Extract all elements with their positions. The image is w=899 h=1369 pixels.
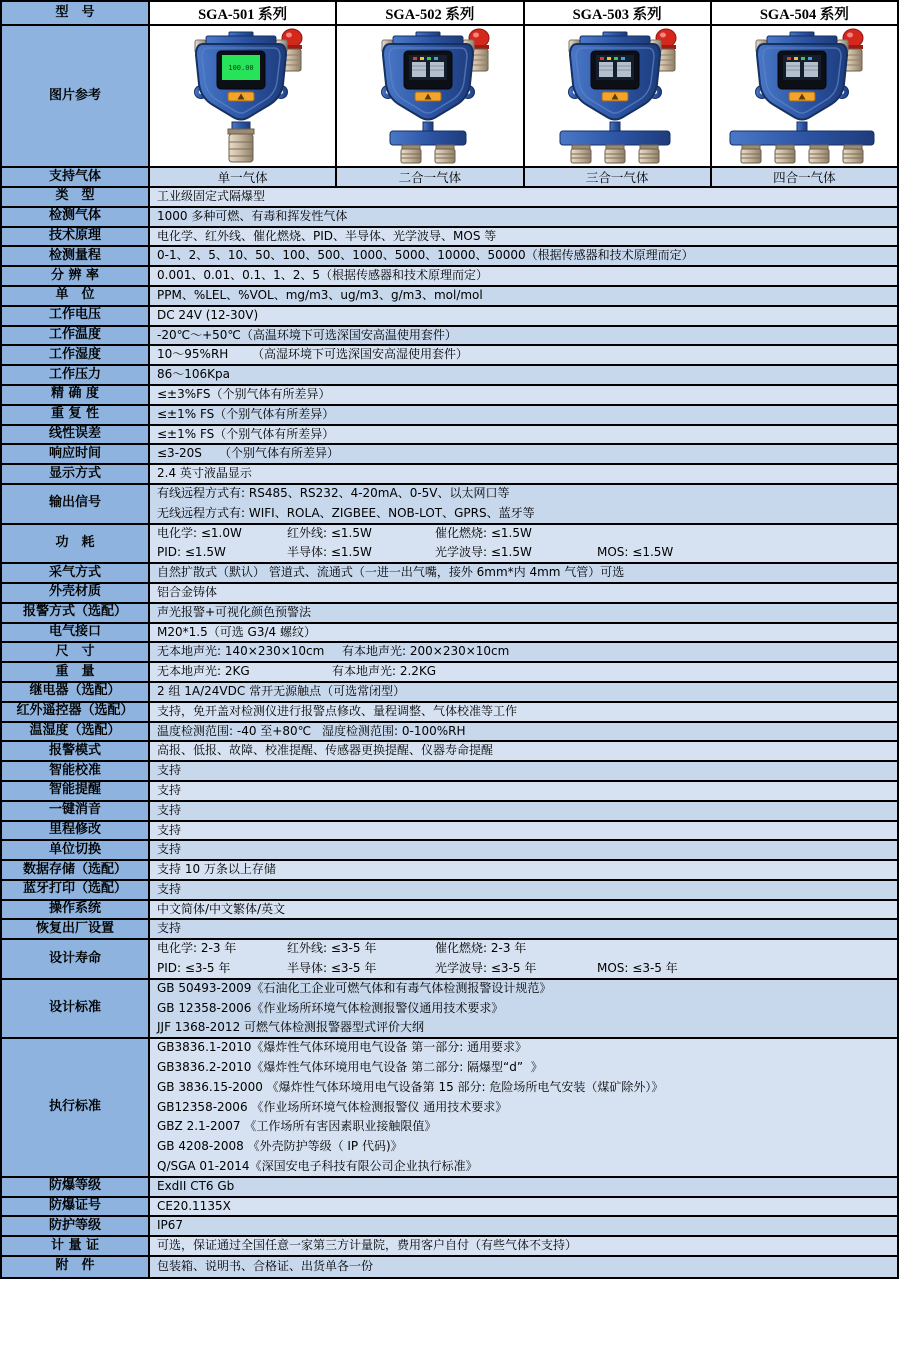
sensor-head bbox=[605, 145, 625, 163]
row-label: 红外遥控器（选配） bbox=[2, 703, 150, 721]
spec-row bbox=[2, 247, 897, 267]
spec-row bbox=[2, 1178, 897, 1198]
spec-row bbox=[2, 307, 897, 327]
spec-row bbox=[2, 406, 897, 426]
spec-value: 支持 10 万条以上存储 bbox=[157, 862, 276, 877]
row-value bbox=[150, 188, 897, 206]
row-label: 精 确 度 bbox=[2, 386, 150, 404]
spec-line bbox=[157, 1157, 897, 1177]
spec-row bbox=[2, 742, 897, 762]
spec-value: GB 3836.15-2000 《爆炸性气体环境用电气设备第 15 部分: 危险场所电气安装（煤矿除外）》 bbox=[157, 1079, 664, 1094]
detector-body bbox=[569, 32, 662, 120]
spec-value: 催化燃烧: 2-3 年 bbox=[435, 941, 527, 956]
row-label: 报警方式（选配） bbox=[2, 604, 150, 622]
row-value bbox=[150, 901, 897, 919]
row-value bbox=[150, 228, 897, 246]
detector-body bbox=[381, 32, 474, 120]
spec-line bbox=[157, 723, 897, 742]
row-value bbox=[150, 1178, 897, 1196]
row-label: 重 复 性 bbox=[2, 406, 150, 424]
spec-row bbox=[2, 228, 897, 248]
spec-line bbox=[157, 901, 897, 920]
spec-line bbox=[157, 1198, 897, 1217]
spec-value: 0-1、2、5、10、50、100、500、1000、5000、10000、50000（根据传感器和技术原理而定） bbox=[157, 248, 694, 263]
row-label: 操作系统 bbox=[2, 901, 150, 919]
spec-row bbox=[2, 841, 897, 861]
spec-value: PID: ≤3-5 年 bbox=[157, 961, 231, 976]
spec-value: （个别气体有所差异） bbox=[219, 446, 340, 461]
spec-value: ≤±3%FS（个别气体有所差异） bbox=[157, 386, 331, 401]
spec-value: JJF 1368-2012 可燃气体检测报警器型式评价大纲 bbox=[157, 1020, 425, 1035]
sensor-head bbox=[639, 145, 659, 163]
model-header-3: SGA-503 系列 bbox=[525, 2, 712, 24]
spec-line bbox=[157, 643, 897, 662]
sensor-head bbox=[809, 145, 829, 163]
sensor-manifold bbox=[390, 131, 466, 145]
row-label-image: 图片参考 bbox=[2, 26, 150, 166]
row-value bbox=[150, 584, 897, 602]
spec-value: PPM、%LEL、%VOL、mg/m3、ug/m3、g/m3、mol/mol bbox=[157, 287, 483, 302]
spec-line bbox=[157, 683, 897, 702]
row-value bbox=[150, 406, 897, 424]
product-photo bbox=[714, 27, 894, 165]
spec-value: （高湿环境下可选深国安高湿使用套件） bbox=[252, 347, 469, 362]
row-value bbox=[150, 485, 897, 523]
model-header-4: SGA-504 系列 bbox=[712, 2, 897, 24]
spec-line bbox=[157, 1018, 897, 1038]
spec-value: 湿度检测范围: 0-100%RH bbox=[322, 723, 466, 738]
spec-value: Q/SGA 01-2014《深国安电子科技有限公司企业执行标准》 bbox=[157, 1159, 478, 1174]
spec-value: 有本地声光: 2.2KG bbox=[332, 664, 437, 679]
row-value bbox=[150, 267, 897, 285]
spec-value: 支持 bbox=[157, 881, 182, 896]
row-value bbox=[150, 247, 897, 265]
product-image-cell bbox=[150, 26, 337, 166]
spec-line bbox=[157, 604, 897, 623]
spec-row bbox=[2, 584, 897, 604]
spec-row bbox=[2, 604, 897, 624]
row-value bbox=[150, 366, 897, 384]
detector-body bbox=[194, 32, 287, 120]
spec-line bbox=[157, 426, 897, 445]
row-value bbox=[150, 980, 897, 1037]
spec-line bbox=[157, 881, 897, 900]
spec-value: ≤3-20S bbox=[157, 446, 202, 461]
spec-value: PID: ≤1.5W bbox=[157, 545, 226, 560]
row-value bbox=[150, 1039, 897, 1176]
spec-value: MOS: ≤1.5W bbox=[597, 545, 674, 560]
spec-line bbox=[157, 525, 897, 544]
spec-value: 红外线: ≤3-5 年 bbox=[287, 941, 377, 956]
spec-value: GB 4208-2008 《外壳防护等级（ IP 代码)》 bbox=[157, 1139, 403, 1154]
spec-value: 包装箱、说明书、合格证、出货单各一份 bbox=[157, 1259, 374, 1274]
row-value bbox=[150, 822, 897, 840]
spec-line bbox=[157, 564, 897, 583]
spec-value: ≤±1% FS（个别气体有所差异） bbox=[157, 406, 335, 421]
sensor-head bbox=[435, 145, 455, 163]
spec-value: 中文简体/中文繁体/英文 bbox=[157, 901, 286, 916]
spec-value: 86～106Kpa bbox=[157, 367, 231, 382]
row-value bbox=[150, 1217, 897, 1235]
row-value bbox=[150, 1198, 897, 1216]
spec-line bbox=[157, 940, 897, 959]
spec-line bbox=[157, 1098, 897, 1118]
svg-text:100.00: 100.00 bbox=[227, 64, 254, 72]
spec-row bbox=[2, 208, 897, 228]
spec-value: 声光报警+可视化颜色预警法 bbox=[157, 604, 312, 619]
row-value bbox=[150, 426, 897, 444]
row-label: 智能校准 bbox=[2, 762, 150, 780]
spec-line bbox=[157, 1078, 897, 1098]
sensor-head bbox=[401, 145, 421, 163]
product-photo bbox=[340, 27, 520, 165]
spec-row bbox=[2, 703, 897, 723]
row-label: 防爆等级 bbox=[2, 1178, 150, 1196]
sensor-head bbox=[228, 122, 254, 162]
spec-row bbox=[2, 485, 897, 525]
spec-row bbox=[2, 1237, 897, 1257]
row-value bbox=[150, 920, 897, 938]
spec-value: GB3836.1-2010《爆炸性气体环境用电气设备 第一部分: 通用要求》 bbox=[157, 1040, 528, 1055]
image-row bbox=[2, 26, 897, 168]
spec-value: ExdII CT6 Gb bbox=[157, 1178, 235, 1193]
sensor-head bbox=[571, 145, 591, 163]
spec-value: 催化燃烧: ≤1.5W bbox=[435, 525, 532, 540]
spec-row bbox=[2, 346, 897, 366]
spec-value: 光学波导: ≤1.5W bbox=[435, 545, 532, 560]
row-label: 尺 寸 bbox=[2, 643, 150, 661]
row-label: 技术原理 bbox=[2, 228, 150, 246]
spec-line bbox=[157, 663, 897, 682]
row-label: 重 量 bbox=[2, 663, 150, 681]
spec-line bbox=[157, 307, 897, 326]
row-label: 工作电压 bbox=[2, 307, 150, 325]
spec-value: CE20.1135X bbox=[157, 1198, 231, 1213]
spec-row bbox=[2, 445, 897, 465]
sensor-manifold bbox=[560, 131, 670, 145]
spec-value: 支持 bbox=[157, 763, 182, 778]
row-label: 附 件 bbox=[2, 1257, 150, 1277]
spec-line bbox=[157, 386, 897, 405]
spec-line bbox=[157, 762, 897, 781]
row-label: 单位切换 bbox=[2, 841, 150, 859]
row-label: 分 辨 率 bbox=[2, 267, 150, 285]
spec-row bbox=[2, 287, 897, 307]
gas-type-cell: 四合一气体 bbox=[712, 168, 897, 186]
row-label: 单 位 bbox=[2, 287, 150, 305]
row-value bbox=[150, 940, 897, 978]
gas-type-cell: 单一气体 bbox=[150, 168, 337, 186]
spec-value: 铝合金铸体 bbox=[157, 584, 218, 599]
spec-value: DC 24V (12-30V) bbox=[157, 307, 259, 322]
spec-value: 半导体: ≤1.5W bbox=[287, 545, 372, 560]
row-label: 功 耗 bbox=[2, 525, 150, 563]
row-label: 检测气体 bbox=[2, 208, 150, 226]
spec-row bbox=[2, 822, 897, 842]
row-value bbox=[150, 465, 897, 483]
row-label: 继电器（选配） bbox=[2, 683, 150, 701]
spec-row bbox=[2, 366, 897, 386]
row-label: 外壳材质 bbox=[2, 584, 150, 602]
spec-value: GB 50493-2009《石油化工企业可燃气体和有毒气体检测报警设计规范》 bbox=[157, 980, 552, 995]
product-image-cell bbox=[337, 26, 524, 166]
spec-line bbox=[157, 247, 897, 266]
spec-row bbox=[2, 663, 897, 683]
spec-row bbox=[2, 386, 897, 406]
product-image-cell bbox=[712, 26, 897, 166]
spec-line bbox=[157, 920, 897, 939]
spec-value: 1000 多种可燃、有毒和挥发性气体 bbox=[157, 208, 348, 223]
row-value bbox=[150, 742, 897, 760]
spec-line bbox=[157, 346, 897, 365]
spec-line bbox=[157, 703, 897, 722]
spec-value: 支持 bbox=[157, 802, 182, 817]
row-value bbox=[150, 643, 897, 661]
row-label: 温湿度（选配） bbox=[2, 723, 150, 741]
spec-line bbox=[157, 980, 897, 999]
spec-line bbox=[157, 366, 897, 385]
row-label: 电气接口 bbox=[2, 624, 150, 642]
spec-value: 无本地声光: 2KG bbox=[157, 664, 250, 679]
row-label: 设计寿命 bbox=[2, 940, 150, 978]
spec-line bbox=[157, 228, 897, 247]
spec-line bbox=[157, 188, 897, 207]
spec-row bbox=[2, 940, 897, 980]
spec-row bbox=[2, 881, 897, 901]
spec-value: 无本地声光: 140×230×10cm bbox=[157, 644, 325, 659]
spec-row bbox=[2, 1217, 897, 1237]
spec-row bbox=[2, 327, 897, 347]
spec-value: 电化学: ≤1.0W bbox=[157, 525, 242, 540]
spec-row bbox=[2, 1257, 897, 1277]
spec-line bbox=[157, 802, 897, 821]
row-value bbox=[150, 445, 897, 463]
spec-line bbox=[157, 208, 897, 227]
spec-value: 无线远程方式有: WIFI、ROLA、ZIGBEE、NOB-LOT、GPRS、蓝牙等 bbox=[157, 505, 535, 520]
spec-value: MOS: ≤3-5 年 bbox=[597, 961, 678, 976]
sensor-manifold bbox=[730, 131, 874, 145]
row-value bbox=[150, 1257, 897, 1277]
model-header-2: SGA-502 系列 bbox=[337, 2, 524, 24]
spec-line bbox=[157, 1039, 897, 1058]
spec-value: 10～95%RH bbox=[157, 347, 229, 362]
row-label: 里程修改 bbox=[2, 822, 150, 840]
spec-row bbox=[2, 782, 897, 802]
row-value bbox=[150, 861, 897, 879]
detector-body bbox=[756, 32, 849, 120]
spec-value: 半导体: ≤3-5 年 bbox=[287, 961, 377, 976]
spec-value: 2 组 1A/24VDC 常开无源触点（可选常闭型） bbox=[157, 683, 406, 698]
row-value bbox=[150, 386, 897, 404]
spec-value: 支持 bbox=[157, 842, 182, 857]
row-value bbox=[150, 762, 897, 780]
spec-line bbox=[157, 287, 897, 306]
spec-value: ≤±1% FS（个别气体有所差异） bbox=[157, 426, 335, 441]
spec-value: GB3836.2-2010《爆炸性气体环境用电气设备 第二部分: 隔爆型“d” 》 bbox=[157, 1060, 543, 1075]
row-label: 执行标准 bbox=[2, 1039, 150, 1176]
row-label: 蓝牙打印（选配） bbox=[2, 881, 150, 899]
spec-row bbox=[2, 901, 897, 921]
spec-line bbox=[157, 327, 897, 346]
spec-line bbox=[157, 822, 897, 841]
spec-value: 温度检测范围: -40 至+80℃ bbox=[157, 723, 312, 738]
row-value bbox=[150, 703, 897, 721]
row-value bbox=[150, 346, 897, 364]
spec-value: M20*1.5（可选 G3/4 螺纹） bbox=[157, 624, 316, 639]
row-value bbox=[150, 604, 897, 622]
gas-type-cell: 二合一气体 bbox=[337, 168, 524, 186]
spec-row bbox=[2, 802, 897, 822]
spec-value: 工业级固定式隔爆型 bbox=[157, 189, 266, 203]
spec-value: 可选，保证通过全国任意一家第三方计量院，费用客户自付（有些气体不支持） bbox=[157, 1238, 578, 1253]
spec-line bbox=[157, 543, 897, 563]
spec-line bbox=[157, 445, 897, 464]
spec-row bbox=[2, 624, 897, 644]
spec-row bbox=[2, 188, 897, 208]
row-value bbox=[150, 1237, 897, 1255]
spec-line bbox=[157, 485, 897, 504]
sensor-head bbox=[741, 145, 761, 163]
row-value bbox=[150, 208, 897, 226]
row-label: 工作压力 bbox=[2, 366, 150, 384]
row-value bbox=[150, 663, 897, 681]
row-label: 数据存储（选配） bbox=[2, 861, 150, 879]
spec-line bbox=[157, 742, 897, 761]
spec-value: 支持 bbox=[157, 921, 182, 936]
row-value bbox=[150, 564, 897, 582]
row-label: 输出信号 bbox=[2, 485, 150, 523]
row-value bbox=[150, 525, 897, 563]
spec-value: 有本地声光: 200×230×10cm bbox=[342, 644, 510, 659]
row-label: 报警模式 bbox=[2, 742, 150, 760]
spec-line bbox=[157, 1237, 897, 1256]
row-label: 工作湿度 bbox=[2, 346, 150, 364]
product-photo bbox=[527, 27, 707, 165]
row-label: 工作温度 bbox=[2, 327, 150, 345]
spec-value: 2.4 英寸液晶显示 bbox=[157, 466, 252, 481]
row-value bbox=[150, 307, 897, 325]
row-label: 类 型 bbox=[2, 188, 150, 206]
spec-line bbox=[157, 1217, 897, 1236]
row-value bbox=[150, 624, 897, 642]
spec-row bbox=[2, 980, 897, 1039]
spec-line bbox=[157, 624, 897, 643]
spec-value: 支持 bbox=[157, 822, 182, 837]
spec-line bbox=[157, 1257, 897, 1277]
spec-line bbox=[157, 1117, 897, 1137]
row-value bbox=[150, 327, 897, 345]
spec-value: GB 12358-2006《作业场所环境气体检测报警仪通用技术要求》 bbox=[157, 1000, 504, 1015]
spec-value: -20℃～+50℃（高温环境下可选深国安高温使用套件） bbox=[157, 327, 457, 342]
spec-row bbox=[2, 525, 897, 565]
spec-row bbox=[2, 465, 897, 485]
product-image-cell bbox=[525, 26, 712, 166]
spec-row bbox=[2, 920, 897, 940]
spec-line bbox=[157, 999, 897, 1019]
row-value bbox=[150, 881, 897, 899]
spec-line bbox=[157, 465, 897, 484]
row-label: 响应时间 bbox=[2, 445, 150, 463]
spec-line bbox=[157, 1178, 897, 1197]
row-label: 防爆证号 bbox=[2, 1198, 150, 1216]
product-photo bbox=[153, 27, 333, 165]
row-label: 智能提醒 bbox=[2, 782, 150, 800]
spec-line bbox=[157, 267, 897, 286]
row-label: 采气方式 bbox=[2, 564, 150, 582]
row-label: 检测量程 bbox=[2, 247, 150, 265]
model-header-1: SGA-501 系列 bbox=[150, 2, 337, 24]
spec-value: 红外线: ≤1.5W bbox=[287, 525, 372, 540]
spec-row bbox=[2, 1039, 897, 1178]
spec-line bbox=[157, 1058, 897, 1078]
row-value bbox=[150, 723, 897, 741]
spec-value: GBZ 2.1-2007 《工作场所有害因素职业接触限值》 bbox=[157, 1119, 437, 1134]
sensor-head bbox=[843, 145, 863, 163]
spec-row bbox=[2, 1198, 897, 1218]
row-label: 恢复出厂设置 bbox=[2, 920, 150, 938]
row-value bbox=[150, 683, 897, 701]
row-label-model: 型 号 bbox=[2, 2, 150, 24]
row-label: 显示方式 bbox=[2, 465, 150, 483]
spec-value: IP67 bbox=[157, 1218, 184, 1233]
row-value bbox=[150, 287, 897, 305]
spec-line bbox=[157, 584, 897, 603]
spec-value: 自然扩散式（默认） 管道式、流通式（一进一出气嘴，接外 6mm*内 4mm 气管）可选 bbox=[157, 565, 625, 580]
spec-value: 高报、低报、故障、校准提醒、传感器更换提醒、仪器寿命提醒 bbox=[157, 743, 494, 758]
row-label: 线性误差 bbox=[2, 426, 150, 444]
spec-value: 支持，免开盖对检测仪进行报警点修改、量程调整、气体校准等工作 bbox=[157, 703, 518, 718]
spec-row bbox=[2, 643, 897, 663]
spec-line bbox=[157, 861, 897, 880]
spec-line bbox=[157, 782, 897, 801]
model-header-row bbox=[2, 2, 897, 26]
spec-line bbox=[157, 841, 897, 860]
spec-value: 0.001、0.01、0.1、1、2、5（根据传感器和技术原理而定） bbox=[157, 268, 489, 283]
row-value bbox=[150, 841, 897, 859]
spec-row bbox=[2, 267, 897, 287]
row-label: 一键消音 bbox=[2, 802, 150, 820]
row-label-gas: 支持气体 bbox=[2, 168, 150, 186]
spec-row bbox=[2, 564, 897, 584]
row-label: 计 量 证 bbox=[2, 1237, 150, 1255]
spec-value: 有线远程方式有: RS485、RS232、4-20mA、0-5V、以太网口等 bbox=[157, 485, 510, 500]
row-value bbox=[150, 782, 897, 800]
spec-row bbox=[2, 861, 897, 881]
spec-row bbox=[2, 723, 897, 743]
gas-row bbox=[2, 168, 897, 188]
row-label: 设计标准 bbox=[2, 980, 150, 1037]
spec-value: 电化学、红外线、催化燃烧、PID、半导体、光学波导、MOS 等 bbox=[157, 228, 497, 243]
spec-line bbox=[157, 504, 897, 524]
spec-row bbox=[2, 426, 897, 446]
row-value bbox=[150, 802, 897, 820]
spec-value: 支持 bbox=[157, 782, 182, 797]
spec-line bbox=[157, 959, 897, 979]
spec-line bbox=[157, 1137, 897, 1157]
spec-value: GB12358-2006 《作业场所环境气体检测报警仪 通用技术要求》 bbox=[157, 1099, 508, 1114]
spec-row bbox=[2, 683, 897, 703]
spec-value: 光学波导: ≤3-5 年 bbox=[435, 961, 537, 976]
row-label: 防护等级 bbox=[2, 1217, 150, 1235]
spec-row bbox=[2, 762, 897, 782]
spec-line bbox=[157, 406, 897, 425]
gas-type-cell: 三合一气体 bbox=[525, 168, 712, 186]
sensor-head bbox=[775, 145, 795, 163]
spec-value: 电化学: 2-3 年 bbox=[157, 941, 237, 956]
